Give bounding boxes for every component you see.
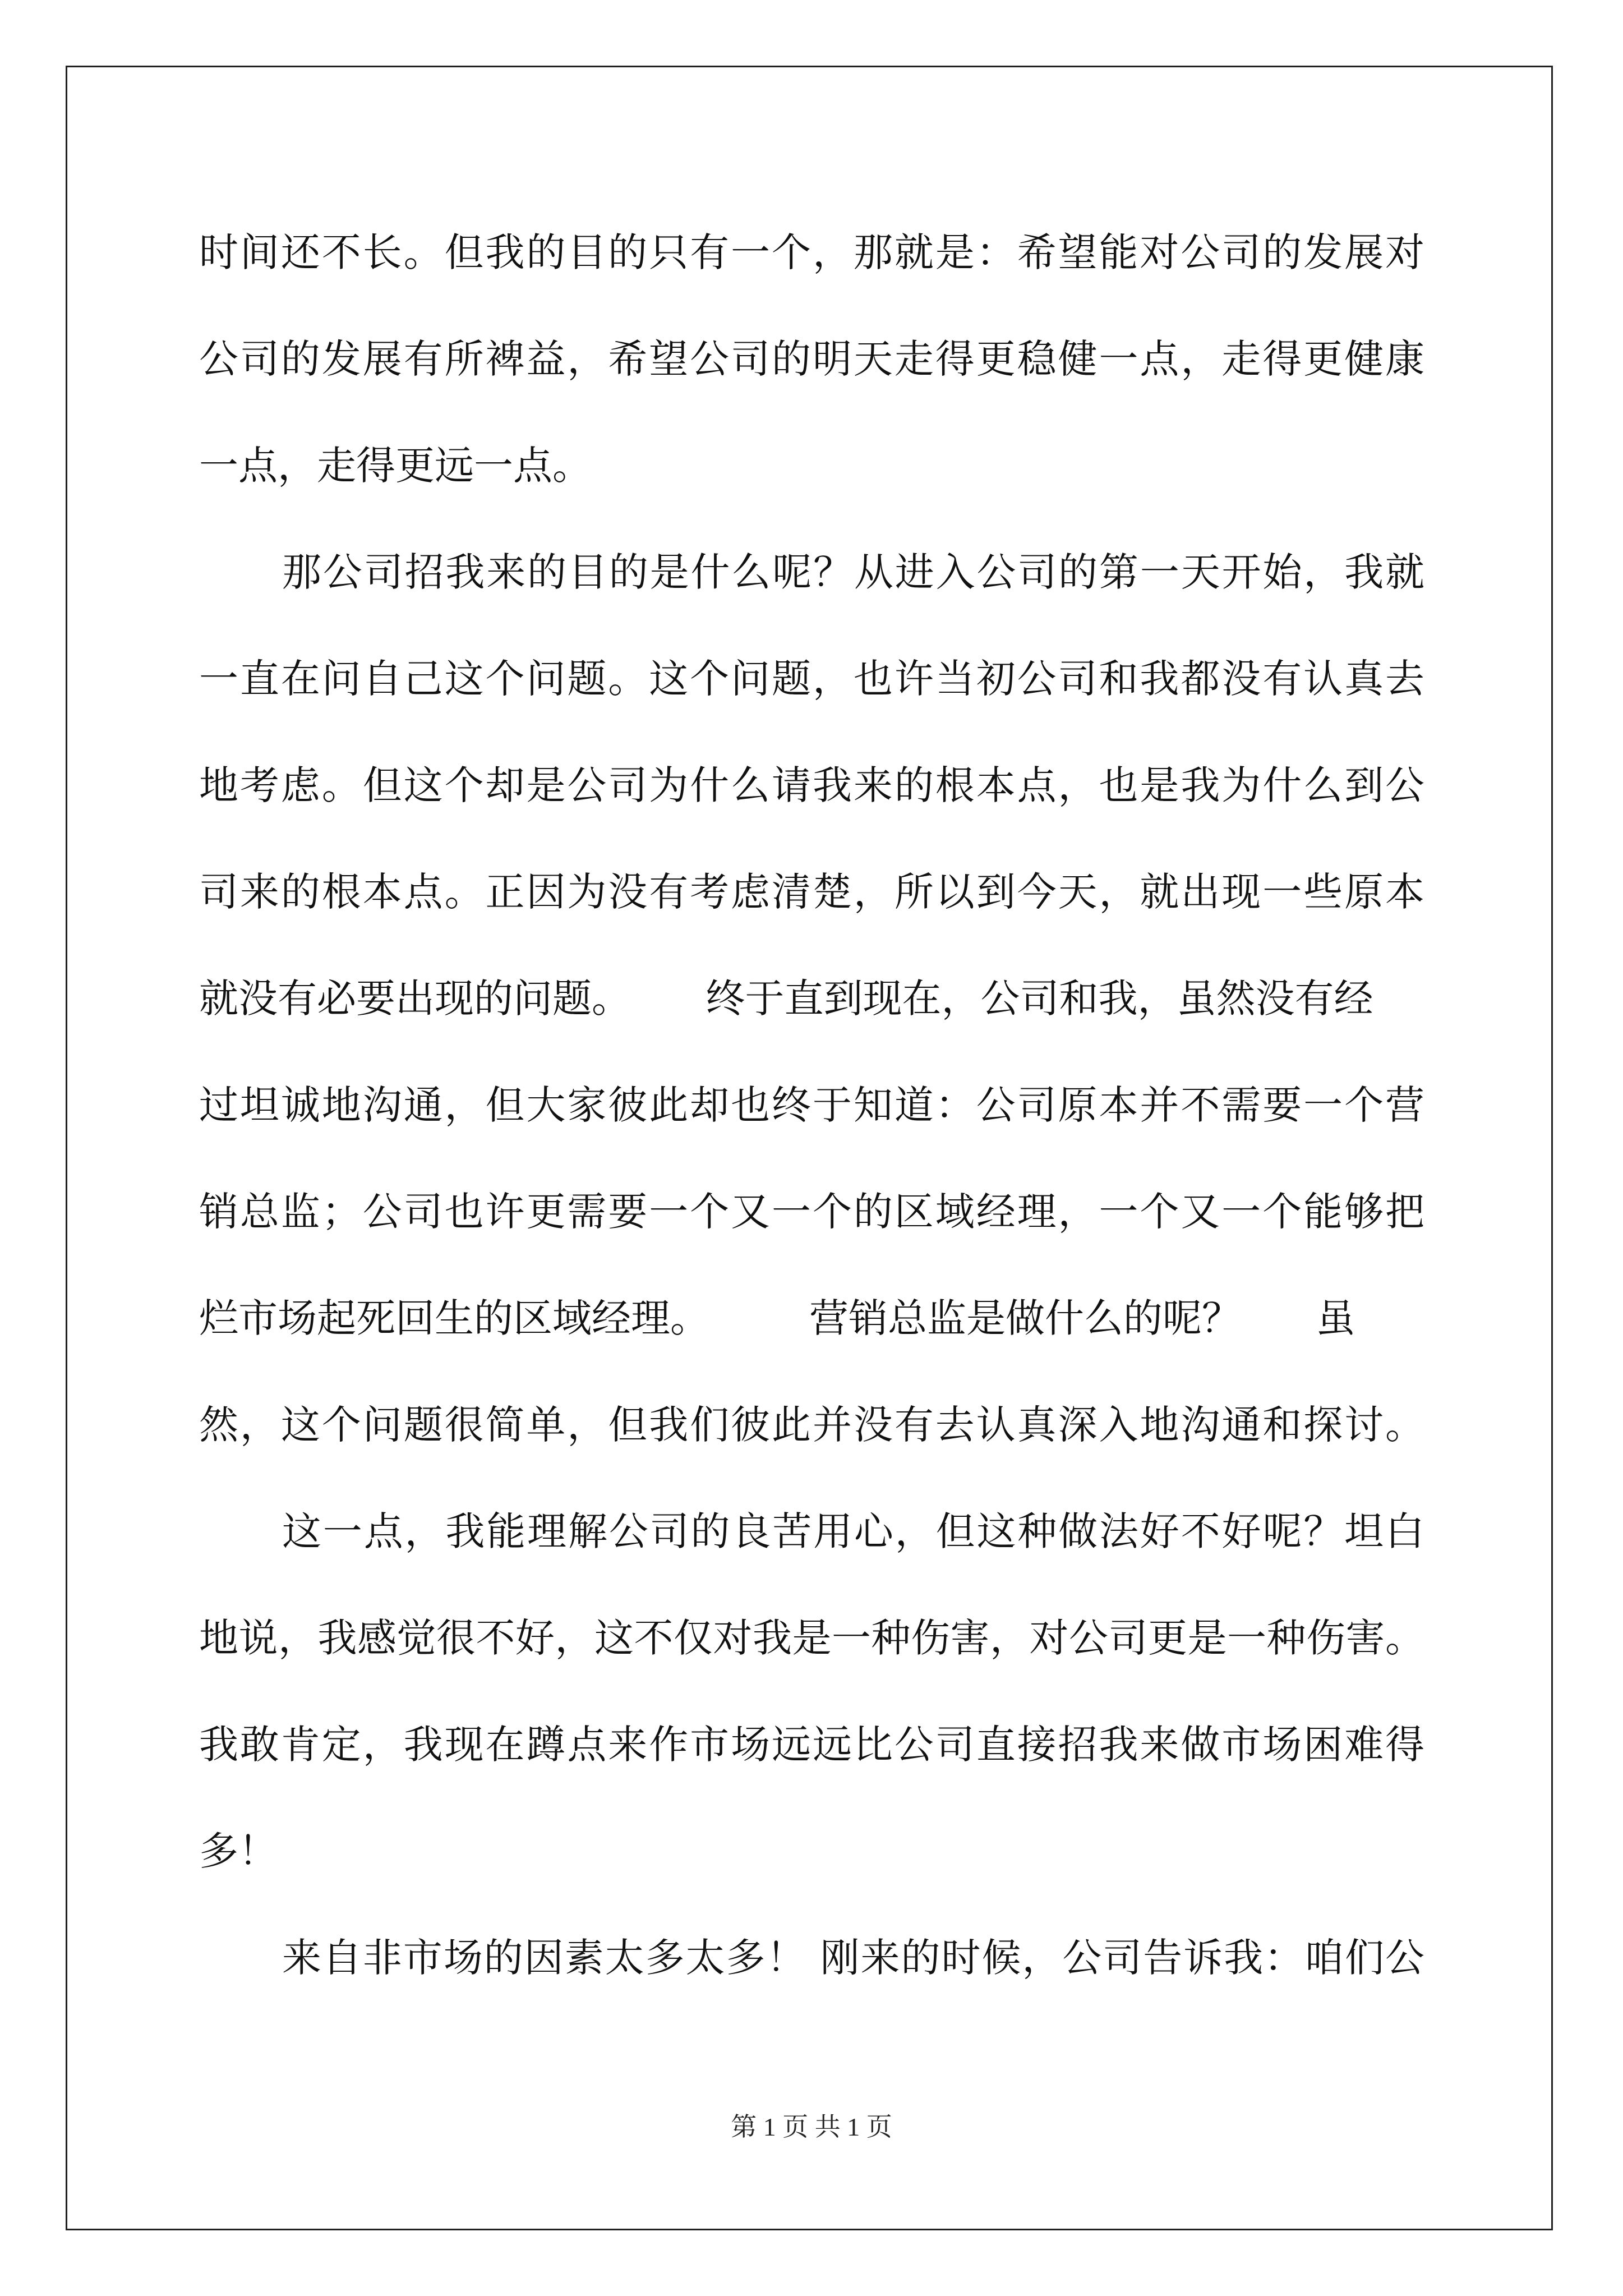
text-line: 销总监；公司也许更需要一个又一个的区域经理，一个又一个能够把	[199, 1189, 1424, 1235]
document-body	[199, 199, 1424, 2011]
text-line: 一点，走得更远一点。	[199, 443, 592, 489]
text-line: 那公司招我来的目的是什么呢？从进入公司的第一天开始，我就	[282, 549, 1424, 595]
page-number-footer: 第 1 页 共 1 页	[731, 2113, 892, 2141]
text-line: 这一点，我能理解公司的良苦用心，但这种做法好不好呢？坦白	[282, 1508, 1424, 1554]
text-line: 我敢肯定，我现在蹲点来作市场远远比公司直接招我来做市场困难得	[199, 1722, 1424, 1768]
text-line: 来自非市场的因素太多太多！ 刚来的时候，公司告诉我：咱们公	[282, 1935, 1424, 1981]
text-line: 烂市场起死回生的区域经理。 营销总监是做什么的呢？ 虽	[199, 1295, 1355, 1341]
text-line: 地说，我感觉很不好，这不仅对我是一种伤害，对公司更是一种伤害。	[199, 1615, 1424, 1661]
text-line: 公司的发展有所裨益，希望公司的明天走得更稳健一点，走得更健康	[199, 336, 1424, 382]
text-line: 司来的根本点。正因为没有考虑清楚，所以到今天，就出现一些原本	[199, 869, 1424, 915]
text-line: 时间还不长。但我的目的只有一个，那就是：希望能对公司的发展对	[199, 229, 1424, 275]
text-line: 就没有必要出现的问题。 终于直到现在，公司和我，虽然没有经	[199, 976, 1373, 1022]
text-line: 一直在问自己这个问题。这个问题，也许当初公司和我都没有认真去	[199, 656, 1424, 702]
text-line: 地考虑。但这个却是公司为什么请我来的根本点，也是我为什么到公	[199, 762, 1424, 808]
text-line: 然，这个问题很简单，但我们彼此并没有去认真深入地沟通和探讨。	[199, 1402, 1424, 1448]
text-line: 过坦诚地沟通，但大家彼此却也终于知道：公司原本并不需要一个营	[199, 1082, 1424, 1128]
text-line: 多！	[199, 1828, 278, 1874]
